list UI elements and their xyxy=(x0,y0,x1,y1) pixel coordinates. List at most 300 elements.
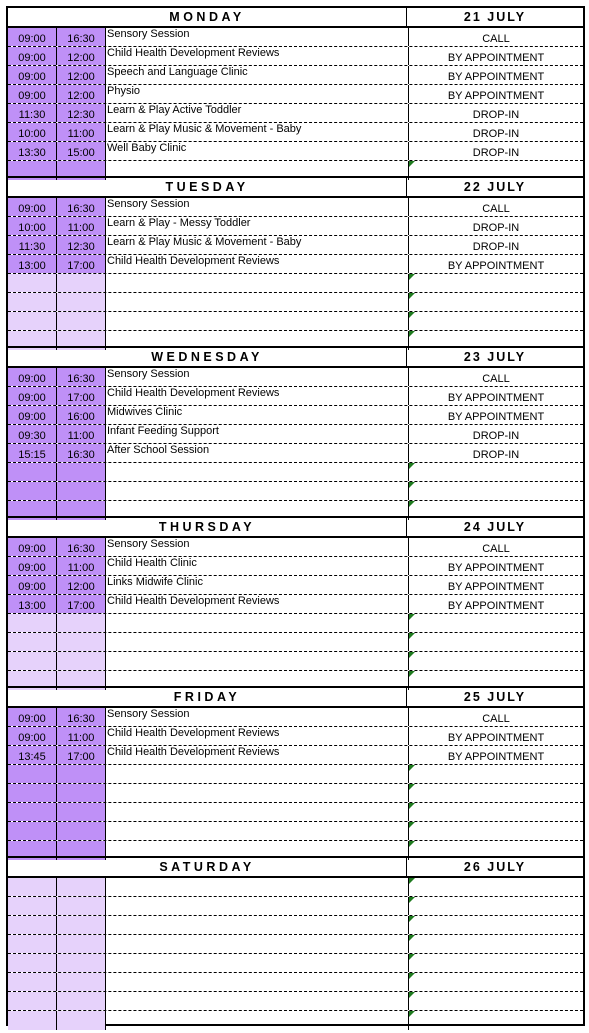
session-row[interactable] xyxy=(8,727,583,746)
session-name-cell[interactable]: Well Baby Clinic xyxy=(106,142,409,160)
start-time-cell[interactable]: 09:00 xyxy=(8,557,57,575)
session-row[interactable] xyxy=(8,633,583,652)
booking-type-cell[interactable] xyxy=(409,803,583,821)
start-time-cell[interactable] xyxy=(8,614,57,632)
start-time-cell[interactable]: 10:00 xyxy=(8,217,57,235)
session-name-cell[interactable] xyxy=(106,652,409,670)
booking-type-cell-wrapper xyxy=(409,803,583,821)
session-name-cell[interactable] xyxy=(106,482,409,500)
session-name-cell[interactable] xyxy=(106,954,409,972)
end-time-cell[interactable]: 17:00 xyxy=(57,387,106,405)
booking-type-cell-wrapper xyxy=(409,217,583,235)
booking-type-cell[interactable] xyxy=(409,973,583,991)
start-time-cell[interactable]: 11:30 xyxy=(8,236,57,254)
start-time-cell[interactable] xyxy=(8,935,57,953)
session-row[interactable] xyxy=(8,104,583,123)
session-name-cell[interactable] xyxy=(106,897,409,915)
session-name-cell[interactable]: Links Midwife Clinic xyxy=(106,576,409,594)
booking-type-cell[interactable] xyxy=(409,897,583,915)
booking-type-cell[interactable] xyxy=(409,1011,583,1030)
start-time-cell[interactable] xyxy=(8,822,57,840)
booking-type-cell-wrapper xyxy=(409,1011,583,1030)
session-name-cell[interactable]: Physio xyxy=(106,85,409,103)
booking-type-cell-wrapper xyxy=(409,387,583,405)
comment-marker-icon[interactable] xyxy=(409,482,415,488)
end-time-cell[interactable]: 15:00 xyxy=(57,142,106,160)
session-name-cell[interactable] xyxy=(106,803,409,821)
start-time-cell[interactable] xyxy=(8,633,57,651)
end-time-cell[interactable] xyxy=(57,765,106,783)
session-row[interactable] xyxy=(8,293,583,312)
start-time-cell[interactable] xyxy=(8,973,57,991)
comment-marker-icon[interactable] xyxy=(409,822,415,828)
booking-type-cell-wrapper xyxy=(409,198,583,216)
start-time-cell[interactable]: 09:00 xyxy=(8,85,57,103)
day-block xyxy=(6,856,585,1026)
session-name-cell[interactable]: Child Health Clinic xyxy=(106,557,409,575)
start-time-cell[interactable] xyxy=(8,1011,57,1030)
session-name-cell[interactable] xyxy=(106,992,409,1010)
session-name-cell[interactable] xyxy=(106,1011,409,1030)
session-name-cell[interactable] xyxy=(106,463,409,481)
booking-type-cell[interactable]: BY APPOINTMENT xyxy=(447,71,545,83)
start-time-cell[interactable]: 09:00 xyxy=(8,47,57,65)
session-row[interactable] xyxy=(8,387,583,406)
session-row[interactable] xyxy=(8,652,583,671)
session-list xyxy=(8,878,583,1030)
session-row[interactable] xyxy=(8,897,583,916)
end-time-cell[interactable]: 12:00 xyxy=(57,66,106,84)
end-time-cell[interactable] xyxy=(57,293,106,311)
booking-type-cell-wrapper xyxy=(409,557,583,575)
booking-type-cell[interactable]: DROP-IN xyxy=(472,222,520,234)
booking-type-cell-wrapper xyxy=(409,784,583,802)
session-name-cell[interactable]: Child Health Development Reviews xyxy=(106,387,409,405)
session-name-cell[interactable] xyxy=(106,274,409,292)
session-row[interactable] xyxy=(8,85,583,104)
session-name-cell[interactable]: Child Health Development Reviews xyxy=(106,47,409,65)
booking-type-cell-wrapper xyxy=(409,368,583,386)
start-time-cell[interactable]: 09:00 xyxy=(8,538,57,556)
booking-type-cell[interactable]: BY APPOINTMENT xyxy=(447,52,545,64)
booking-type-cell[interactable] xyxy=(409,784,583,802)
booking-type-cell-wrapper xyxy=(409,123,583,141)
session-row[interactable] xyxy=(8,255,583,274)
end-time-cell[interactable]: 16:00 xyxy=(57,406,106,424)
comment-marker-icon[interactable] xyxy=(409,614,415,620)
end-time-cell[interactable]: 17:00 xyxy=(57,255,106,273)
booking-type-cell[interactable] xyxy=(409,614,583,632)
start-time-cell[interactable] xyxy=(8,463,57,481)
end-time-cell[interactable]: 11:00 xyxy=(57,217,106,235)
booking-type-cell[interactable]: CALL xyxy=(482,543,510,555)
start-time-cell[interactable]: 09:30 xyxy=(8,425,57,443)
session-list xyxy=(8,28,583,180)
session-name-cell[interactable]: Sensory Session xyxy=(106,708,409,726)
booking-type-cell[interactable] xyxy=(409,878,583,896)
session-row[interactable] xyxy=(8,425,583,444)
booking-type-cell[interactable]: CALL xyxy=(482,713,510,725)
comment-marker-icon[interactable] xyxy=(409,463,415,469)
booking-type-cell-wrapper xyxy=(409,293,583,311)
booking-type-cell[interactable]: DROP-IN xyxy=(472,147,520,159)
comment-marker-icon[interactable] xyxy=(409,916,415,922)
session-name-cell[interactable]: Learn & Play - Messy Toddler xyxy=(106,217,409,235)
booking-type-cell[interactable] xyxy=(409,652,583,670)
session-name-cell[interactable]: Midwives Clinic xyxy=(106,406,409,424)
day-block xyxy=(6,516,585,686)
booking-type-cell[interactable]: CALL xyxy=(482,373,510,385)
end-time-cell[interactable] xyxy=(57,482,106,500)
start-time-cell[interactable]: 09:00 xyxy=(8,387,57,405)
session-name-cell[interactable] xyxy=(106,293,409,311)
end-time-cell[interactable]: 16:30 xyxy=(57,538,106,556)
start-time-cell[interactable]: 09:00 xyxy=(8,368,57,386)
booking-type-cell[interactable]: BY APPOINTMENT xyxy=(447,581,545,593)
start-time-cell[interactable]: 09:00 xyxy=(8,727,57,745)
session-name-cell[interactable]: Child Health Development Reviews xyxy=(106,746,409,764)
day-header xyxy=(8,8,583,28)
day-date: 26 JULY xyxy=(406,858,583,876)
session-name-cell[interactable]: Sensory Session xyxy=(106,368,409,386)
end-time-cell[interactable]: 11:00 xyxy=(57,123,106,141)
booking-type-cell-wrapper xyxy=(409,104,583,122)
booking-type-cell[interactable]: DROP-IN xyxy=(472,430,520,442)
session-row[interactable] xyxy=(8,28,583,47)
start-time-cell[interactable] xyxy=(8,878,57,896)
end-time-cell[interactable] xyxy=(57,274,106,292)
session-row[interactable] xyxy=(8,312,583,331)
booking-type-cell-wrapper xyxy=(409,482,583,500)
comment-marker-icon[interactable] xyxy=(409,935,415,941)
end-time-cell[interactable] xyxy=(57,992,106,1010)
session-name-cell[interactable] xyxy=(106,878,409,896)
end-time-cell[interactable]: 11:00 xyxy=(57,425,106,443)
day-header xyxy=(8,518,583,538)
end-time-cell[interactable] xyxy=(57,614,106,632)
end-time-cell[interactable]: 17:00 xyxy=(57,746,106,764)
session-row[interactable] xyxy=(8,822,583,841)
booking-type-cell-wrapper xyxy=(409,538,583,556)
booking-type-cell-wrapper xyxy=(409,954,583,972)
booking-type-cell[interactable] xyxy=(409,935,583,953)
session-name-cell[interactable]: Child Health Development Reviews xyxy=(106,727,409,745)
comment-marker-icon[interactable] xyxy=(409,1011,415,1017)
booking-type-cell-wrapper xyxy=(409,595,583,613)
booking-type-cell[interactable] xyxy=(409,482,583,500)
day-name: FRIDAY xyxy=(173,690,241,704)
booking-type-cell[interactable] xyxy=(409,992,583,1010)
session-name-cell[interactable] xyxy=(106,765,409,783)
start-time-cell[interactable] xyxy=(8,803,57,821)
end-time-cell[interactable] xyxy=(57,633,106,651)
session-name-cell[interactable] xyxy=(106,935,409,953)
session-row[interactable] xyxy=(8,708,583,727)
session-row[interactable] xyxy=(8,992,583,1011)
booking-type-cell[interactable] xyxy=(409,463,583,481)
booking-type-cell[interactable]: BY APPOINTMENT xyxy=(447,600,545,612)
booking-type-cell-wrapper xyxy=(409,425,583,443)
end-time-cell[interactable]: 12:00 xyxy=(57,47,106,65)
session-row[interactable] xyxy=(8,878,583,897)
session-row[interactable] xyxy=(8,236,583,255)
comment-marker-icon[interactable] xyxy=(409,671,415,677)
session-name-cell[interactable] xyxy=(106,312,409,330)
start-time-cell[interactable]: 15:15 xyxy=(8,444,57,462)
end-time-cell[interactable] xyxy=(57,897,106,915)
timetable-sheet xyxy=(6,6,585,1026)
comment-marker-icon[interactable] xyxy=(409,992,415,998)
end-time-cell[interactable] xyxy=(57,784,106,802)
start-time-cell[interactable]: 10:00 xyxy=(8,123,57,141)
session-name-cell[interactable]: Learn & Play Active Toddler xyxy=(106,104,409,122)
start-time-cell[interactable] xyxy=(8,765,57,783)
start-time-cell[interactable] xyxy=(8,312,57,330)
session-row[interactable] xyxy=(8,784,583,803)
session-row[interactable] xyxy=(8,916,583,935)
booking-type-cell-wrapper xyxy=(409,897,583,915)
day-block xyxy=(6,176,585,346)
session-name-cell[interactable]: Sensory Session xyxy=(106,28,409,46)
comment-marker-icon[interactable] xyxy=(409,652,415,658)
session-name-cell[interactable]: Sensory Session xyxy=(106,538,409,556)
end-time-cell[interactable]: 12:30 xyxy=(57,104,106,122)
session-name-cell[interactable]: Infant Feeding Support xyxy=(106,425,409,443)
comment-marker-icon[interactable] xyxy=(409,501,415,507)
end-time-cell[interactable] xyxy=(57,652,106,670)
end-time-cell[interactable]: 16:30 xyxy=(57,28,106,46)
day-header xyxy=(8,858,583,878)
end-time-cell[interactable] xyxy=(57,822,106,840)
start-time-cell[interactable] xyxy=(8,897,57,915)
session-name-cell[interactable]: Child Health Development Reviews xyxy=(106,255,409,273)
comment-marker-icon[interactable] xyxy=(409,784,415,790)
comment-marker-icon[interactable] xyxy=(409,803,415,809)
start-time-cell[interactable]: 09:00 xyxy=(8,576,57,594)
booking-type-cell-wrapper xyxy=(409,878,583,896)
day-name: TUESDAY xyxy=(165,180,249,194)
comment-marker-icon[interactable] xyxy=(409,161,415,167)
session-row[interactable] xyxy=(8,406,583,425)
booking-type-cell-wrapper xyxy=(409,406,583,424)
session-list xyxy=(8,538,583,690)
end-time-cell[interactable] xyxy=(57,312,106,330)
booking-type-cell[interactable]: BY APPOINTMENT xyxy=(447,260,545,272)
session-name-cell[interactable]: Learn & Play Music & Movement - Baby xyxy=(106,236,409,254)
day-date: 21 JULY xyxy=(406,8,583,26)
comment-marker-icon[interactable] xyxy=(409,633,415,639)
start-time-cell[interactable] xyxy=(8,784,57,802)
booking-type-cell[interactable] xyxy=(409,822,583,840)
session-row[interactable] xyxy=(8,595,583,614)
end-time-cell[interactable]: 12:00 xyxy=(57,576,106,594)
session-name-cell[interactable] xyxy=(106,784,409,802)
booking-type-cell[interactable] xyxy=(409,633,583,651)
end-time-cell[interactable] xyxy=(57,463,106,481)
start-time-cell[interactable]: 09:00 xyxy=(8,198,57,216)
day-block xyxy=(6,346,585,516)
session-name-cell[interactable] xyxy=(106,916,409,934)
booking-type-cell[interactable]: BY APPOINTMENT xyxy=(447,562,545,574)
day-block xyxy=(6,686,585,856)
booking-type-cell-wrapper xyxy=(409,236,583,254)
booking-type-cell-wrapper xyxy=(409,576,583,594)
comment-marker-icon[interactable] xyxy=(409,954,415,960)
day-header xyxy=(8,348,583,368)
end-time-cell[interactable]: 11:00 xyxy=(57,557,106,575)
session-row[interactable] xyxy=(8,954,583,973)
end-time-cell[interactable]: 17:00 xyxy=(57,595,106,613)
session-row[interactable] xyxy=(8,765,583,784)
end-time-cell[interactable] xyxy=(57,935,106,953)
booking-type-cell[interactable]: CALL xyxy=(482,203,510,215)
booking-type-cell-wrapper xyxy=(409,822,583,840)
comment-marker-icon[interactable] xyxy=(409,331,415,337)
session-name-cell[interactable]: Learn & Play Music & Movement - Baby xyxy=(106,123,409,141)
booking-type-cell[interactable] xyxy=(409,274,583,292)
session-row[interactable] xyxy=(8,444,583,463)
session-row[interactable] xyxy=(8,47,583,66)
session-name-cell[interactable] xyxy=(106,973,409,991)
booking-type-cell[interactable] xyxy=(409,765,583,783)
session-row[interactable] xyxy=(8,123,583,142)
booking-type-cell[interactable] xyxy=(409,293,583,311)
booking-type-cell[interactable]: BY APPOINTMENT xyxy=(447,732,545,744)
comment-marker-icon[interactable] xyxy=(409,274,415,280)
session-row[interactable] xyxy=(8,482,583,501)
booking-type-cell[interactable]: BY APPOINTMENT xyxy=(447,751,545,763)
start-time-cell[interactable] xyxy=(8,954,57,972)
session-name-cell[interactable]: Speech and Language Clinic xyxy=(106,66,409,84)
start-time-cell[interactable]: 13:00 xyxy=(8,595,57,613)
session-name-cell[interactable] xyxy=(106,822,409,840)
session-name-cell[interactable] xyxy=(106,614,409,632)
booking-type-cell[interactable]: CALL xyxy=(482,33,510,45)
start-time-cell[interactable] xyxy=(8,652,57,670)
day-name: THURSDAY xyxy=(158,520,256,534)
session-row[interactable] xyxy=(8,368,583,387)
end-time-cell[interactable]: 16:30 xyxy=(57,368,106,386)
session-row[interactable] xyxy=(8,614,583,633)
booking-type-cell[interactable] xyxy=(409,312,583,330)
end-time-cell[interactable]: 16:30 xyxy=(57,708,106,726)
comment-marker-icon[interactable] xyxy=(409,312,415,318)
booking-type-cell[interactable] xyxy=(409,954,583,972)
day-header xyxy=(8,688,583,708)
session-list xyxy=(8,368,583,520)
session-name-cell[interactable]: Child Health Development Reviews xyxy=(106,595,409,613)
booking-type-cell-wrapper xyxy=(409,28,583,46)
session-row[interactable] xyxy=(8,463,583,482)
start-time-cell[interactable]: 09:00 xyxy=(8,28,57,46)
booking-type-cell-wrapper xyxy=(409,255,583,273)
booking-type-cell[interactable]: DROP-IN xyxy=(472,109,520,121)
end-time-cell[interactable] xyxy=(57,878,106,896)
booking-type-cell[interactable] xyxy=(409,916,583,934)
day-date: 23 JULY xyxy=(406,348,583,366)
start-time-cell[interactable]: 13:45 xyxy=(8,746,57,764)
start-time-cell[interactable]: 11:30 xyxy=(8,104,57,122)
start-time-cell[interactable]: 13:30 xyxy=(8,142,57,160)
start-time-cell[interactable]: 09:00 xyxy=(8,708,57,726)
end-time-cell[interactable] xyxy=(57,1011,106,1030)
session-row[interactable] xyxy=(8,198,583,217)
end-time-cell[interactable] xyxy=(57,973,106,991)
booking-type-cell-wrapper xyxy=(409,765,583,783)
end-time-cell[interactable] xyxy=(57,916,106,934)
start-time-cell[interactable] xyxy=(8,274,57,292)
booking-type-cell[interactable]: DROP-IN xyxy=(472,128,520,140)
end-time-cell[interactable] xyxy=(57,954,106,972)
session-row[interactable] xyxy=(8,973,583,992)
session-row[interactable] xyxy=(8,803,583,822)
session-row[interactable] xyxy=(8,576,583,595)
end-time-cell[interactable]: 11:00 xyxy=(57,727,106,745)
session-row[interactable] xyxy=(8,217,583,236)
booking-type-cell-wrapper xyxy=(409,633,583,651)
session-name-cell[interactable]: After School Session xyxy=(106,444,409,462)
day-block xyxy=(6,6,585,176)
comment-marker-icon[interactable] xyxy=(409,841,415,847)
booking-type-cell[interactable]: DROP-IN xyxy=(472,449,520,461)
booking-type-cell[interactable]: BY APPOINTMENT xyxy=(447,392,545,404)
session-name-cell[interactable] xyxy=(106,633,409,651)
end-time-cell[interactable]: 12:00 xyxy=(57,85,106,103)
session-row[interactable] xyxy=(8,66,583,85)
start-time-cell[interactable] xyxy=(8,992,57,1010)
end-time-cell[interactable] xyxy=(57,803,106,821)
day-name: WEDNESDAY xyxy=(151,350,263,364)
session-row[interactable] xyxy=(8,142,583,161)
comment-marker-icon[interactable] xyxy=(409,765,415,771)
session-list xyxy=(8,708,583,860)
booking-type-cell[interactable]: DROP-IN xyxy=(472,241,520,253)
session-list xyxy=(8,198,583,350)
end-time-cell[interactable]: 12:30 xyxy=(57,236,106,254)
comment-marker-icon[interactable] xyxy=(409,293,415,299)
comment-marker-icon[interactable] xyxy=(409,897,415,903)
session-row[interactable] xyxy=(8,746,583,765)
end-time-cell[interactable]: 16:30 xyxy=(57,444,106,462)
start-time-cell[interactable] xyxy=(8,916,57,934)
start-time-cell[interactable] xyxy=(8,482,57,500)
day-name: MONDAY xyxy=(169,10,245,24)
start-time-cell[interactable]: 09:00 xyxy=(8,406,57,424)
comment-marker-icon[interactable] xyxy=(409,878,415,884)
booking-type-cell-wrapper xyxy=(409,66,583,84)
start-time-cell[interactable]: 09:00 xyxy=(8,66,57,84)
start-time-cell[interactable] xyxy=(8,293,57,311)
booking-type-cell-wrapper xyxy=(409,312,583,330)
session-name-cell[interactable]: Sensory Session xyxy=(106,198,409,216)
day-name: SATURDAY xyxy=(159,860,255,874)
session-row[interactable] xyxy=(8,538,583,557)
booking-type-cell-wrapper xyxy=(409,444,583,462)
session-row[interactable] xyxy=(8,557,583,576)
session-row[interactable] xyxy=(8,1011,583,1030)
comment-marker-icon[interactable] xyxy=(409,973,415,979)
booking-type-cell[interactable]: BY APPOINTMENT xyxy=(447,411,545,423)
session-row[interactable] xyxy=(8,274,583,293)
session-row[interactable] xyxy=(8,935,583,954)
booking-type-cell[interactable]: BY APPOINTMENT xyxy=(447,90,545,102)
booking-type-cell-wrapper xyxy=(409,935,583,953)
booking-type-cell-wrapper xyxy=(409,652,583,670)
start-time-cell[interactable]: 13:00 xyxy=(8,255,57,273)
end-time-cell[interactable]: 16:30 xyxy=(57,198,106,216)
day-date: 24 JULY xyxy=(406,518,583,536)
booking-type-cell-wrapper xyxy=(409,47,583,65)
